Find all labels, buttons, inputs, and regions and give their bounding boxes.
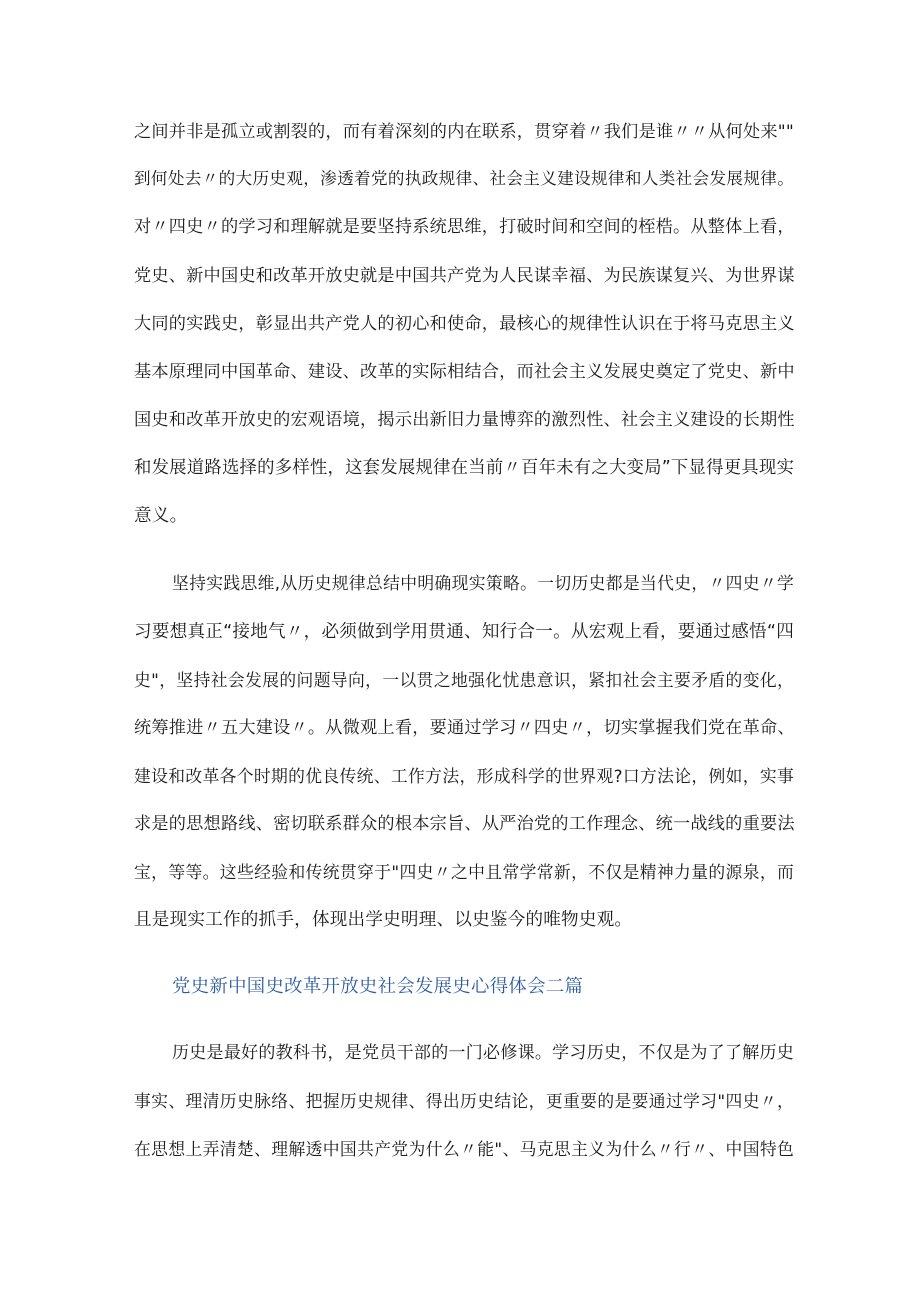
paragraph-2-line: 求是的思想路线、密切联系群众的根本宗旨、从严治党的工作理念、统一战线的重要法 xyxy=(134,814,795,834)
paragraph-3-line: 历史是最好的教科书，是党员干部的一门必修课。学习历史，不仅是为了了解历史 xyxy=(172,1043,794,1063)
paragraph-1-line: 基本原理同中国革命、建设、改革的实际相结合，而社会主义发展史奠定了党史、新中 xyxy=(134,362,795,382)
paragraph-2-line: 宝，等等。这些经验和传统贯穿于"四史〃之中且常学常新，不仅是精神力量的源泉，而 xyxy=(134,862,794,882)
paragraph-1-line: 对〃四史〃的学习和理解就是要坚持系统思维，打破时间和空间的桎梏。从整体上看， xyxy=(134,217,795,237)
paragraph-2-line: 坚持实践思维,从历史规律总结中明确现实策略。一切历史都是当代史，〃四史〃学 xyxy=(172,573,794,593)
section-heading: 党史新中国史改革开放史社会发展史心得体会二篇 xyxy=(172,976,584,997)
paragraph-1-line: 到何处去〃的大历史观，渗透着党的执政规律、社会主义建设规律和人类社会发展规律。 xyxy=(134,169,794,188)
paragraph-3-line: 在思想上弄清楚、理解透中国共产党为什么〃能"、马克思主义为什么〃行〃、中国特色 xyxy=(134,1139,794,1159)
paragraph-1-line: 大同的实践史，彰显出共产党人的初心和使命，最核心的规律性认识在于将马克思主义 xyxy=(134,314,795,334)
paragraph-2-line: 史"，坚持社会发展的问题导向，一以贯之地强化忧患意识，紧扣社会主要矛盾的变化， xyxy=(134,670,794,690)
paragraph-1-line: 之间并非是孤立或割裂的，而有着深刻的内在联系，贯穿着〃我们是谁〃〃从何处来"" xyxy=(134,122,794,142)
paragraph-2-line: 且是现实工作的抓手，体现出学史明理、以史鉴今的唯物史观。 xyxy=(134,910,633,930)
paragraph-1-line: 意义。 xyxy=(134,506,188,526)
paragraph-2-line: 统筹推进〃五大建设〃。从微观上看，要通过学习〃四史〃，切实掌握我们党在革命、 xyxy=(134,718,795,738)
paragraph-1-line: 国史和改革开放史的宏观语境，揭示出新旧力量博弈的激烈性、社会主义建设的长期性 xyxy=(134,410,795,430)
paragraph-3-line: 事实、理清历史脉络、把握历史规律、得出历史结论，更重要的是要通过学习"四史〃， xyxy=(134,1091,794,1111)
paragraph-1-line: 党史、新中国史和改革开放史就是中国共产党为人民谋幸福、为民族谋复兴、为世界谋 xyxy=(134,266,795,286)
paragraph-1-line: 和发展道路选择的多样性，这套发展规律在当前〃百年未有之大变局”下显得更具现实 xyxy=(134,458,795,478)
paragraph-2-line: 建设和改革各个时期的优良传统、工作方法，形成科学的世界观?口方法论，例如，实事 xyxy=(134,766,794,786)
paragraph-2-line: 习要想真正“接地气〃，必须做到学用贯通、知行合一。从宏观上看，要通过感悟“四 xyxy=(134,622,794,642)
